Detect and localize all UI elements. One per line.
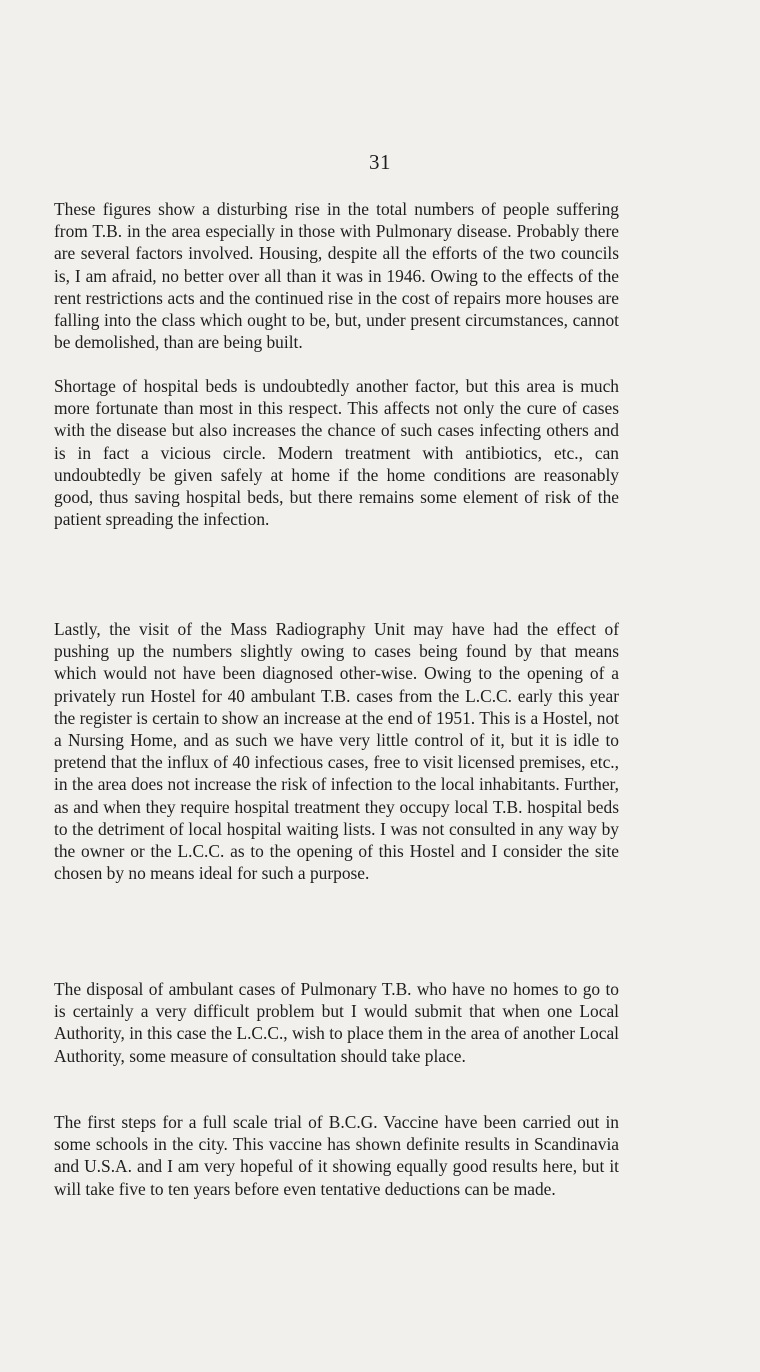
paragraph-tb-rise-housing: These figures show a disturbing rise in the total numbers of people suffering from T.B. in the area especially in those with Pulmonary disease. Probably there are several factors involved. Housing, despite all the efforts of the two councils is, I am afraid, no better over all than it was in 1946. Owing to the effects of the rent restrictions acts and the continued rise in the cost of repairs more houses are falling into the class which ought to be, but, under present circumstances, cannot be demolished, than are being built. <box>54 199 619 353</box>
paragraph-bcg-vaccine: The first steps for a full scale trial of B.C.G. Vaccine have been carried out in some schools in the city. This vaccine has shown definite results in Scandinavia and U.S.A. and I am very hopeful of it showing equally good results here, but it will take five to ten years before even tentative deductions can be made. <box>54 1112 619 1199</box>
paragraph-radiography-hostel: Lastly, the visit of the Mass Radiography Unit may have had the effect of pushing up the numbers slightly owing to cases being found by that means which would not have been diagnosed other-wise. Owing to the opening of a privately run Hostel for 40 ambulant T.B. cases from the L.C.C. early this year the register is certain to show an increase at the end of 1951. This is a Hostel, not a Nursing Home, and as such we have very little control of it, but it is idle to pretend that the influx of 40 infectious cases, free to visit licensed premises, etc., in the area does not increase the risk of infection to the local inhabitants. Further, as and when they require hospital treatment they occupy local T.B. hospital beds to the detriment of local hospital waiting lists. I was not consulted in any way by the owner or the L.C.C. as to the opening of this Hostel and I consider the site chosen by no means ideal for such a purpose. <box>54 619 619 884</box>
paragraph-hospital-beds: Shortage of hospital beds is undoubtedly another factor, but this area is much more fortunate than most in this respect. This affects not only the cure of cases with the disease but also increases the chance of such cases infecting others and is in fact a vicious circle. Modern treatment with antibiotics, etc., can undoubtedly be given safely at home if the home conditions are reasonably good, thus saving hospital beds, but there remains some element of risk of the patient spreading the infection. <box>54 376 619 530</box>
paragraph-ambulant-cases: The disposal of ambulant cases of Pulmonary T.B. who have no homes to go to is certainly a very difficult problem but I would submit that when one Local Authority, in this case the L.C.C., wish to place them in the area of another Local Authority, some measure of consultation should take place. <box>54 979 619 1066</box>
page-number: 31 <box>369 150 391 174</box>
